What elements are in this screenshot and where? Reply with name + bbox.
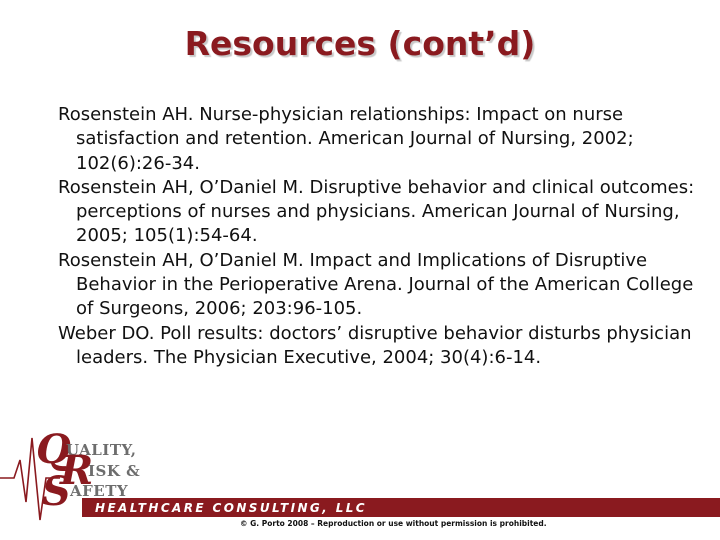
reference-item: Weber DO. Poll results: doctors’ disruptive behavior disturbs physician leaders. The Physician Executive, 2004; 30(4):6-14. xyxy=(58,322,692,368)
reference-item: Rosenstein AH, O’Daniel M. Disruptive behavior and clinical outcomes: perceptions of nurses and physicians. American Journal of Nursing, 2005; 105(1):54-64. xyxy=(58,176,695,247)
reference-list xyxy=(58,103,698,370)
logo-word-safety: AFETY xyxy=(70,482,129,500)
copyright-notice: © G. Porto 2008 – Reproduction or use without permission is prohibited. xyxy=(240,519,547,528)
logo-letter-r: R xyxy=(60,447,94,494)
logo-word-quality: UALITY, xyxy=(66,441,137,459)
logo-letter-s: S xyxy=(42,468,71,515)
logo-word-risk: ISK & xyxy=(88,462,141,480)
reference-item: Rosenstein AH. Nurse-physician relationships: Impact on nurse satisfaction and retention. American Journal of Nursing, 2002; 102(6):26-34. xyxy=(58,104,634,174)
page-title: Resources (cont’d) xyxy=(184,24,536,63)
reference-item: Rosenstein AH, O’Daniel M. Impact and Implications of Disruptive Behavior in the Perioperative Arena. Journal of the American College of Surgeons, 2006; 203:96-105. xyxy=(58,249,694,320)
logo-letter-q: Q xyxy=(36,426,71,473)
logo-band-text: HEALTHCARE CONSULTING, LLC xyxy=(95,501,368,515)
